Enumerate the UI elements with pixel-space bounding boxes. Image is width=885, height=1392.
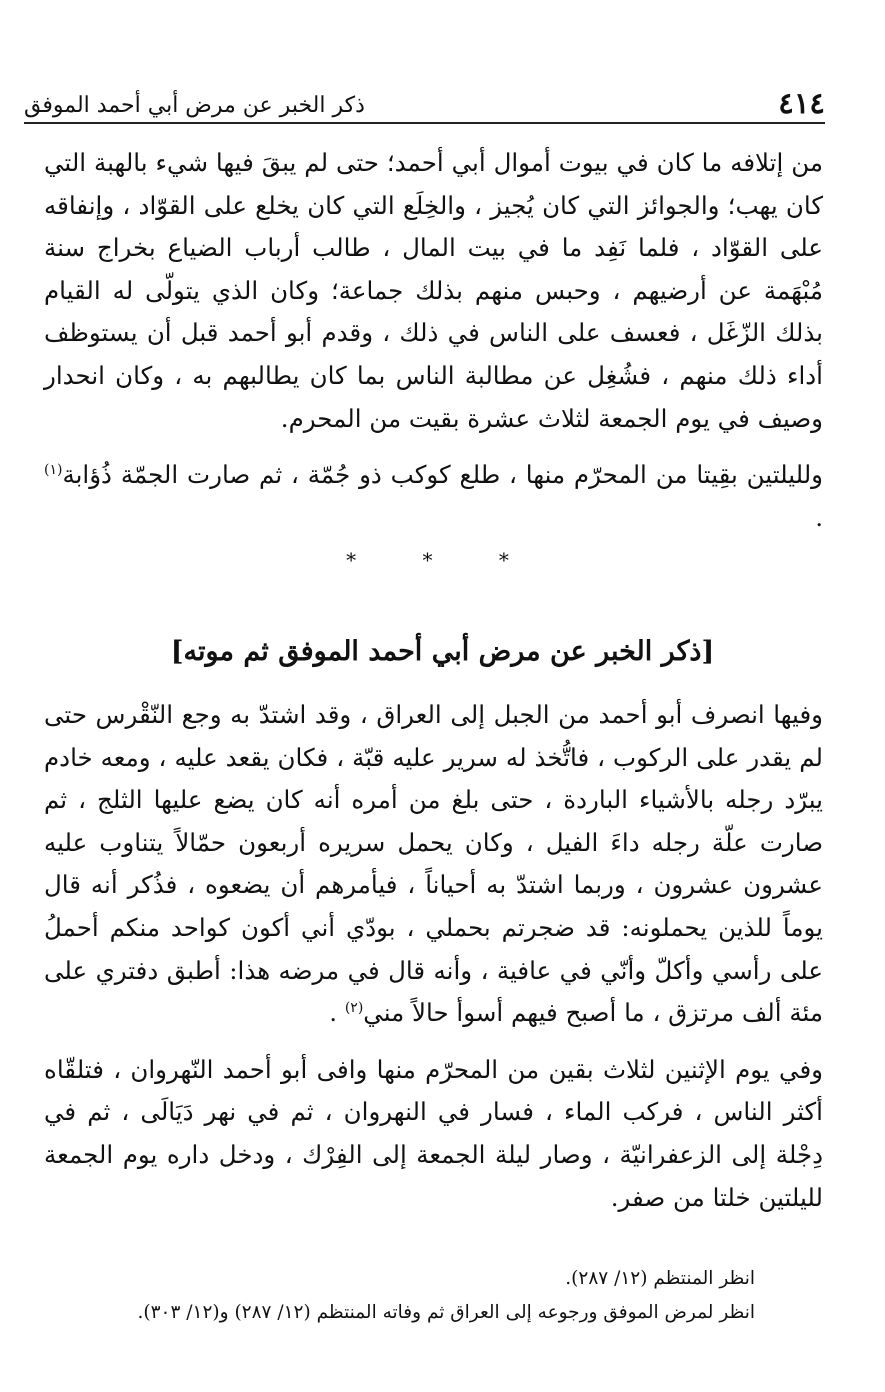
footnote-marker-2: (٢) — [344, 1000, 364, 1016]
paragraph-comet-text: ولليلتين بقِيتا من المحرّم منها ، طلع كوكب ذو جُمّة ، ثم صارت الجمّة ذُؤابة — [62, 460, 823, 490]
page-number: ٤١٤ — [778, 86, 825, 120]
paragraph-return: وفي يوم الإثنين لثلاث بقين من المحرّم منها وافى أبو أحمد النّهروان ، فتلقّاه أكثر الناس ، فركب الماء ، فسار في النهروان ، ثم في نهر دَيَالَى ، ثم في دِجْلة إلى الزعفرانيّة ، وصار ليلة الجمعة إلى الفِرْك ، ودخل داره يوم الجمعة لليلتين خلتا من صفر. — [44, 1054, 823, 1212]
footnote-marker-1: (١) — [44, 462, 63, 478]
footnote-2: انظر لمرض الموفق ورجوعه إلى العراق ثم وفاته المنتظم (١٢/ ٢٨٧) و(١٢/ ٣٠٣). — [137, 1302, 755, 1323]
paragraph-comet — [44, 454, 823, 539]
footnotes — [60, 1262, 755, 1330]
section-heading: [ذكر الخبر عن مرض أبي أحمد الموفق ثم موته] — [170, 636, 715, 667]
paragraph-comet-end: . — [815, 502, 823, 532]
page-header — [24, 78, 825, 124]
main-text-bottom — [44, 694, 823, 1219]
running-title: ذكر الخبر عن مرض أبي أحمد الموفق — [24, 93, 365, 118]
paragraph-illness-end: . — [329, 998, 345, 1028]
paragraph-treasury: من إتلافه ما كان في بيوت أموال أبي أحمد؛ حتى لم يبقَ فيها شيء بالهبة التي كان يهب؛ والجوائز التي كان يُجيز ، والخِلَع التي كان يخلع على القوّاد ، وإنفاقه على القوّاد ، فلما نَفِد ما في بيت المال ، طالب أرباب الضياع بخراج سنة مُبْهَمة عن أرضيهم ، وحبس منهم بذلك جماعة؛ وكان الذي يتولّى له القيام بذلك الزّغَل ، فعسف على الناس في ذلك ، وقدم أبو أحمد قبل أن يستوظف أداء ذلك منهم ، فشُغِل عن مطالبة الناس بما كان يطالبهم به ، وكان انحدار وصيف في يوم الجمعة لثلاث عشرة بقيت من المحرم. — [44, 148, 823, 433]
footnote-1: انظر المنتظم (١٢/ ٢٨٧). — [565, 1268, 755, 1289]
paragraph-illness — [44, 694, 823, 1035]
section-separator: * * * — [346, 548, 539, 572]
paragraph-illness-text: وفيها انصرف أبو أحمد من الجبل إلى العراق ، وقد اشتدّ به وجع النّقْرس حتى لم يقدر على الركوب ، فاتُّخذ له سرير عليه قبّة ، فكان يقعد عليه ، ومعه خادم يبرّد رجله بالأشياء الباردة ، حتى بلغ من أمره أنه كان يضع عليها الثلج ، ثم صارت علّة رجله داءَ الفيل ، وكان يحمل سريره أربعون حمّالاً يتناوب عليه عشرون عشرون ، وربما اشتدّ به أحياناً ، فيأمرهم أن يضعوه ، فذُكر أنه قال يوماً للذين يحملونه: قد ضجرتم بحملي ، بودّي أني أكون كواحد منكم أحملُ على رأسي وأكلّ وأنّي في عافية ، وأنه قال في مرضه هذا: أطبق دفتري على مئة ألف مرتزق ، ما أصبح فيهم أسوأ حالاً مني — [44, 700, 823, 1028]
main-text-top — [44, 142, 823, 539]
